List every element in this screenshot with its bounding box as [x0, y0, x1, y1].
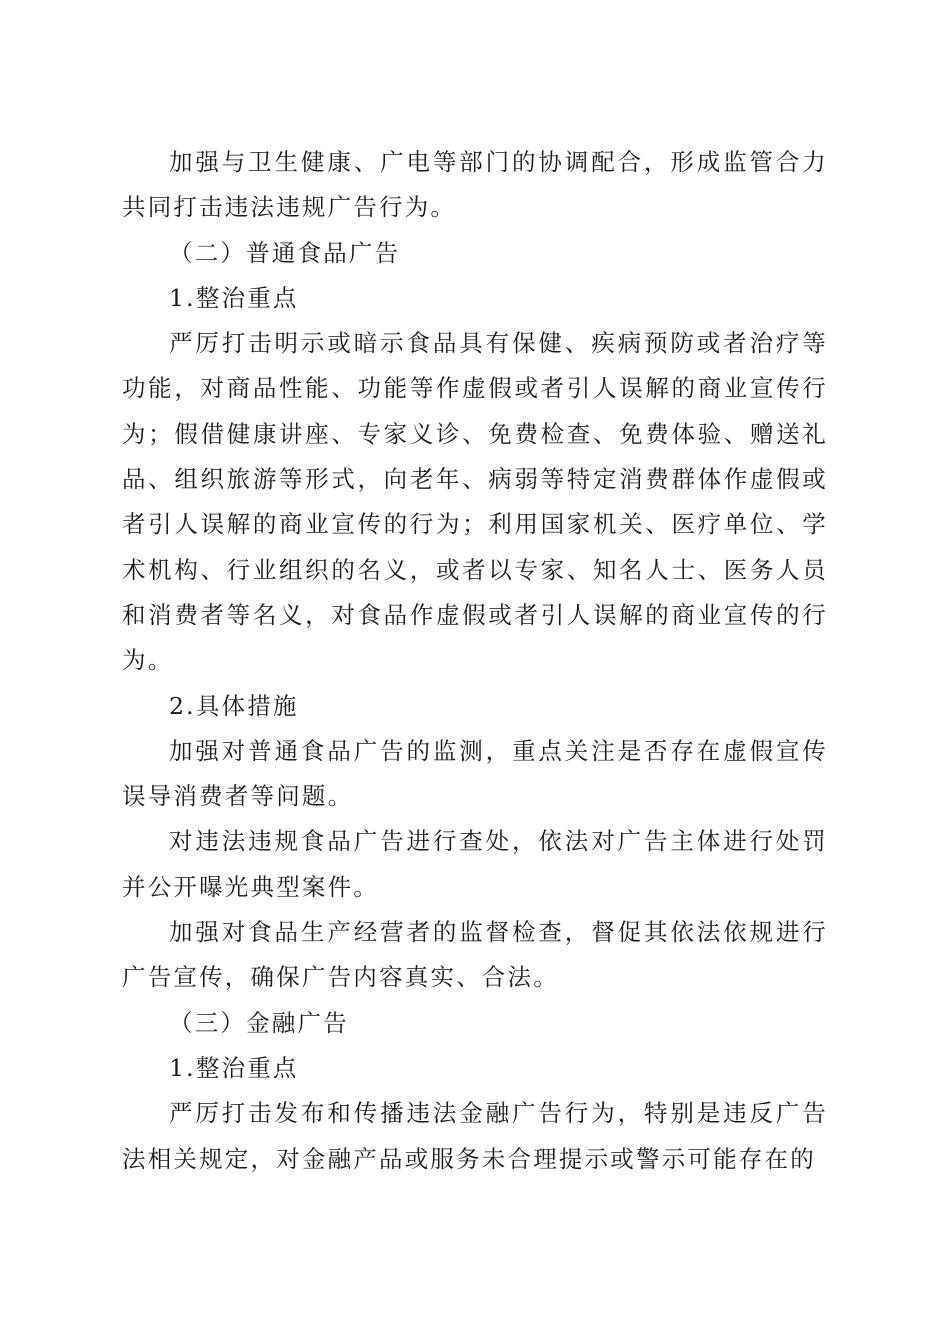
subheading-finance-focus: 1.整治重点	[169, 1053, 299, 1082]
subheading-measures: 2.具体措施	[169, 691, 299, 720]
paragraph-enforcement: 对违法违规食品广告进行查处，依法对广告主体进行处罚并公开曝光典型案件。	[122, 827, 828, 901]
section-heading-finance-ads: （三）金融广告	[169, 1008, 349, 1037]
document-body	[122, 140, 828, 1182]
paragraph-food-focus: 严厉打击明示或暗示食品具有保健、疾病预防或者治疗等功能，对商品性能、功能等作虚假或者引人误解的商业宣传行为；假借健康讲座、专家义诊、免费检查、免费体验、赠送礼品、组织旅游等形式，向老年、病弱等特定消费群体作虚假或者引人误解的商业宣传的行为；利用国家机关、医疗单位、学术机构、行业组织的名义，或者以专家、知名人士、医务人员和消费者等名义，对食品作虚假或者引人误解的商业宣传的行为。	[122, 329, 828, 675]
paragraph-supervision: 加强对食品生产经营者的监督检查，督促其依法依规进行广告宣传，确保广告内容真实、合法。	[122, 918, 828, 992]
section-heading-food-ads: （二）普通食品广告	[169, 238, 401, 267]
subheading-focus: 1.整治重点	[169, 283, 299, 312]
paragraph-monitoring: 加强对普通食品广告的监测，重点关注是否存在虚假宣传误导消费者等问题。	[122, 736, 828, 811]
paragraph-coordination: 加强与卫生健康、广电等部门的协调配合，形成监管合力共同打击违法违规广告行为。	[122, 148, 828, 222]
paragraph-finance-focus: 严厉打击发布和传播违法金融广告行为，特别是违反广告法相关规定，对金融产品或服务未合理提示或警示可能存在的	[122, 1099, 828, 1173]
